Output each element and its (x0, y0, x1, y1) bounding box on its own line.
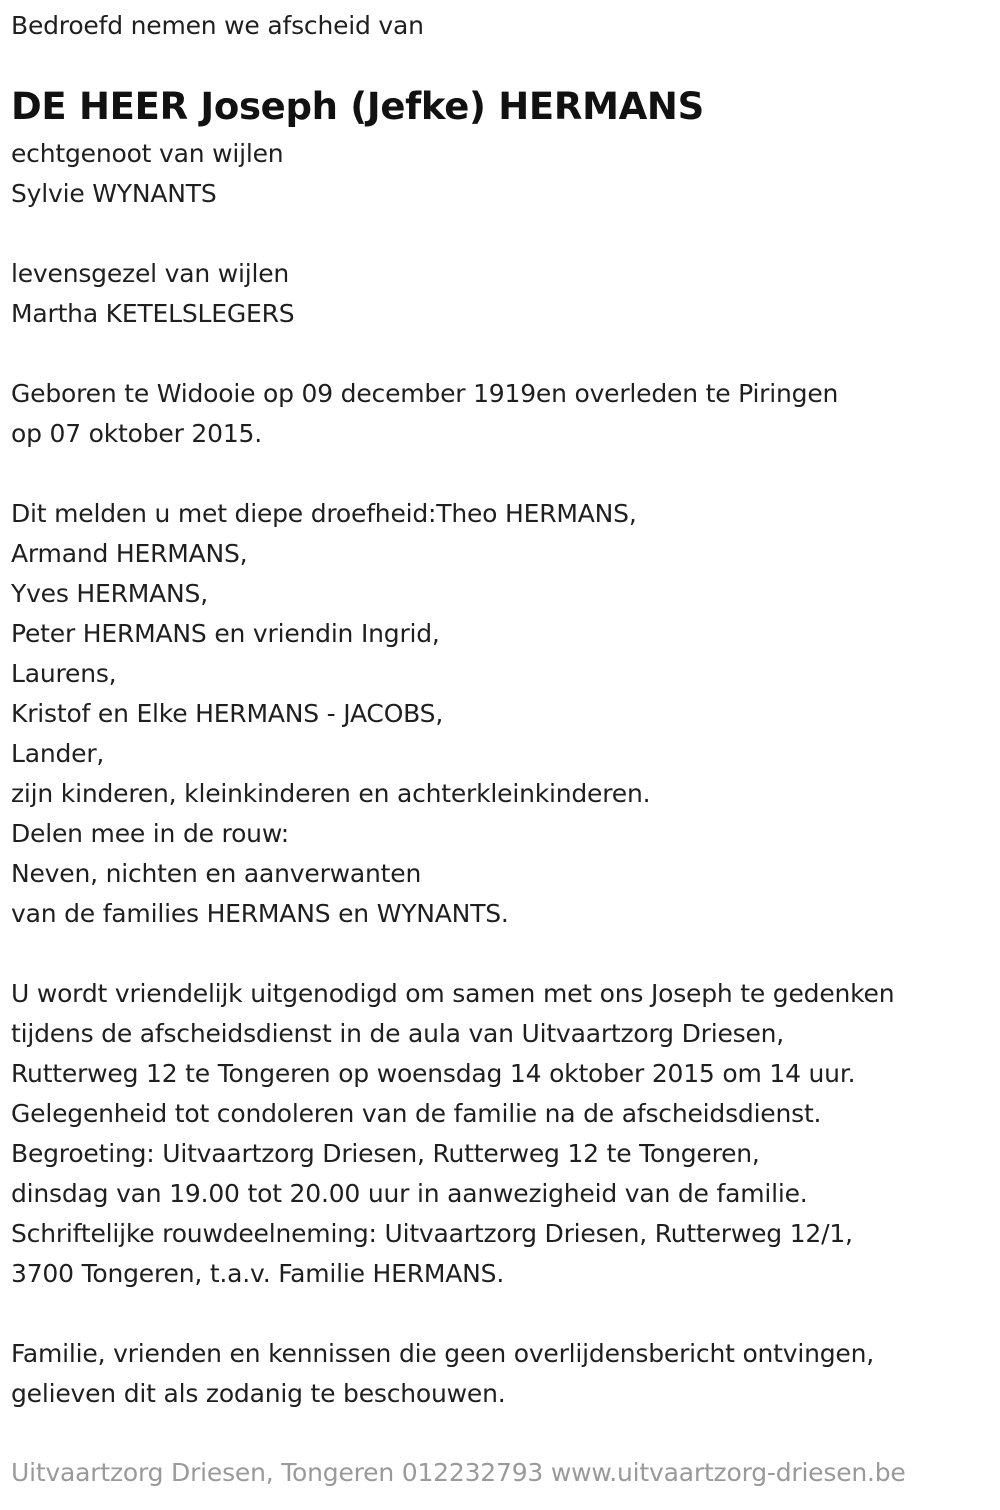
closing-line: gelieven dit als zodanig te beschouwen. (11, 1379, 506, 1408)
closing-block (11, 1334, 874, 1414)
spouse-name: Sylvie WYNANTS (11, 179, 217, 208)
family-line: Yves HERMANS, (11, 579, 208, 608)
service-line: U wordt vriendelijk uitgenodigd om samen met ons Joseph te gedenken (11, 979, 895, 1008)
family-line: Neven, nichten en aanverwanten (11, 859, 422, 888)
service-line: dinsdag van 19.00 tot 20.00 uur in aanwezigheid van de familie. (11, 1179, 808, 1208)
partner-relation: levensgezel van wijlen (11, 259, 290, 288)
partner-block (11, 254, 294, 334)
service-block (11, 974, 894, 1294)
family-line: Laurens, (11, 659, 117, 688)
partner-name: Martha KETELSLEGERS (11, 299, 295, 328)
birth-death-line: op 07 oktober 2015. (11, 419, 262, 448)
family-block (11, 494, 650, 934)
family-line: van de families HERMANS en WYNANTS. (11, 899, 509, 928)
family-line: Kristof en Elke HERMANS - JACOBS, (11, 699, 444, 728)
service-line: Schriftelijke rouwdeelneming: Uitvaartzorg Driesen, Rutterweg 12/1, (11, 1219, 853, 1248)
family-line: Peter HERMANS en vriendin Ingrid, (11, 619, 440, 648)
service-line: Begroeting: Uitvaartzorg Driesen, Rutterweg 12 te Tongeren, (11, 1139, 760, 1168)
funeral-home-footer: Uitvaartzorg Driesen, Tongeren 012232793 www.uitvaartzorg-driesen.be (11, 1458, 906, 1487)
family-line: Dit melden u met diepe droefheid:Theo HERMANS, (11, 499, 637, 528)
birth-death-block (11, 374, 838, 454)
family-line: Delen mee in de rouw: (11, 819, 289, 848)
service-line: Gelegenheid tot condoleren van de familie na de afscheidsdienst. (11, 1099, 822, 1128)
family-line: zijn kinderen, kleinkinderen en achterkleinkinderen. (11, 779, 651, 808)
spouse-block (11, 134, 283, 214)
family-line: Armand HERMANS, (11, 539, 248, 568)
closing-line: Familie, vrienden en kennissen die geen overlijdensbericht ontvingen, (11, 1339, 875, 1368)
birth-death-line: Geboren te Widooie op 09 december 1919en overleden te Piringen (11, 379, 839, 408)
service-line: Rutterweg 12 te Tongeren op woensdag 14 oktober 2015 om 14 uur. (11, 1059, 856, 1088)
service-line: tijdens de afscheidsdienst in de aula van Uitvaartzorg Driesen, (11, 1019, 785, 1048)
deceased-name: DE HEER Joseph (Jefke) HERMANS (11, 85, 704, 128)
spouse-relation: echtgenoot van wijlen (11, 139, 284, 168)
service-line: 3700 Tongeren, t.a.v. Familie HERMANS. (11, 1259, 505, 1288)
family-line: Lander, (11, 739, 105, 768)
intro-text: Bedroefd nemen we afscheid van (11, 11, 424, 40)
